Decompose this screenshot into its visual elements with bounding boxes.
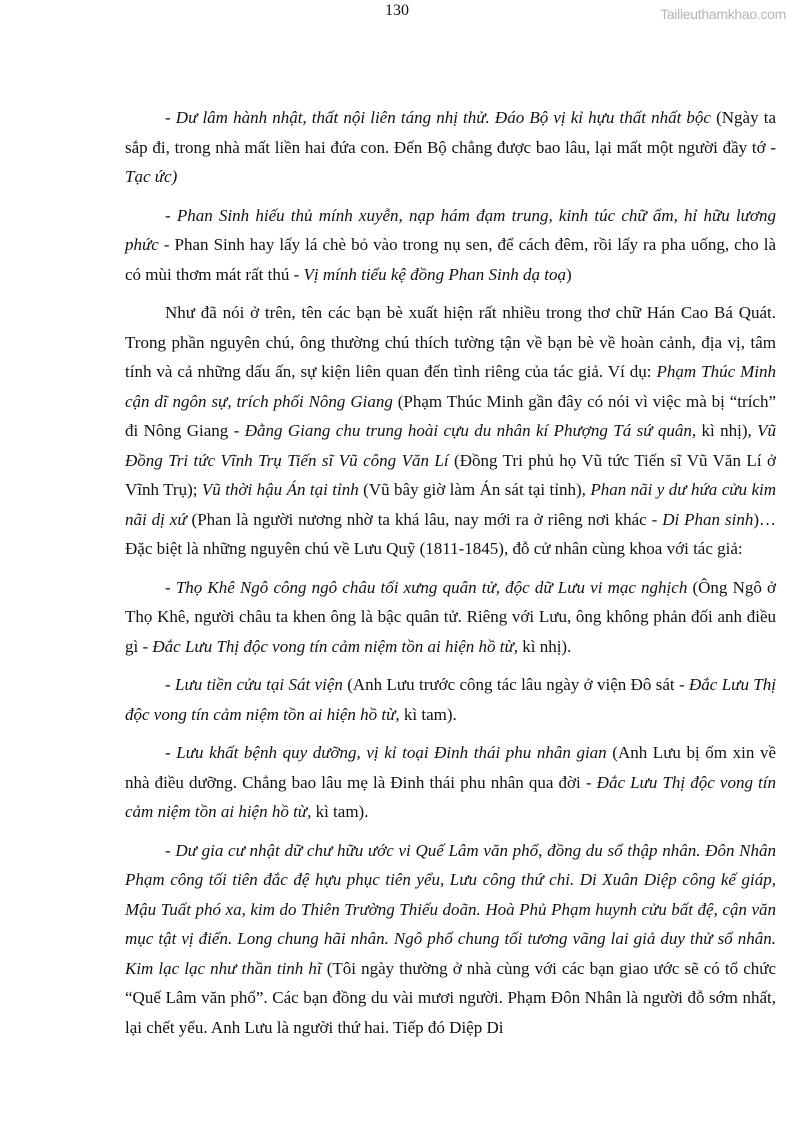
italic-quote-text: - Dư gia cư nhật dữ chư hữu ước vi Quế Lâm văn phổ, đồng du sổ thập nhân. Đôn Nhân Phạm công tối tiên đắc đệ hựu phục tiên yểu, Lưu công thứ chi. Di Xuân Diệp công kế giáp, Mậu Tuất phó xa, kim do Thiên Trường Thiếu doãn. Hoà Phủ Phạm huynh cửu bất đệ, cận văn mục tật vị điển. Long chung hãi nhân. Ngô phổ chung tối tương vãng lai giả duy thử sổ nhân. Kim lạc lạc như thần tinh hĩ (125, 840, 776, 978)
body-text: (Phan là người nương nhờ ta khá lâu, nay mới ra ở riêng nơi khác - (186, 509, 663, 529)
italic-quote-text: - Lưu khất bệnh quy dưỡng, vị kỉ toại Đinh thái phu nhân gian (165, 743, 607, 762)
italic-quote-text: Phạm Thúc Minh cận dĩ ngôn sự, trích phối Nông Giang (125, 362, 776, 411)
paragraph-1 (125, 103, 776, 192)
italic-quote-text: - Thọ Khê Ngô công ngô châu tối xưng quân tử, độc dữ Lưu vi mạc nghịch (165, 577, 688, 597)
italic-quote-text: - Lưu tiền cửu tại Sát viện (165, 675, 343, 694)
body-text: kì nhị), (696, 421, 758, 440)
italic-quote-text: - Phan Sinh hiếu thủ mính xuyễn, nạp hám đạm trung, kinh túc chữ ẩm, hỉ hữu lương phức (125, 205, 776, 254)
paragraph-4 (125, 573, 776, 662)
body-text: (Anh Lưu trước công tác lâu ngày ở viện Đô sát - (342, 675, 690, 694)
page-number: 130 (385, 2, 409, 19)
body-text: )… Đặc biệt là những nguyên chú về Lưu Quỹ (1811-1845), đỗ cử nhân cùng khoa với tác giả: (125, 509, 776, 558)
paragraph-5 (125, 670, 776, 729)
body-text: Như đã nói ở trên, tên các bạn bè xuất hiện rất nhiều trong thơ chữ Hán Cao Bá Quát. Trong phần nguyên chú, ông thường chú thích tường tận về bạn bè về hoàn cảnh, địa vị, tâm tính và cả những dấu ấn, sự kiện liên quan đến tình riêng của tác giả. Ví dụ: (125, 303, 776, 381)
italic-quote-text: Đằng Giang chu trung hoài cựu du nhân kí Phượng Tá sứ quân, (244, 421, 697, 440)
body-text: kì tam). (311, 802, 369, 821)
body-text: ) (566, 264, 572, 284)
body-text: - Phan Sinh hay lấy lá chè bỏ vào trong nụ sen, để cách đêm, rồi lấy ra pha uống, cho là có mùi thơm mát rất thú - (125, 235, 776, 284)
paragraph-6 (125, 738, 776, 827)
italic-quote-text: Phan nãi y dư hứa cửu kim nãi dị xứ (125, 480, 776, 529)
paragraph-7 (125, 836, 776, 1043)
italic-quote-text: Di Phan sinh (662, 509, 754, 529)
italic-quote-text: Vũ thời hậu Án tại tỉnh (201, 480, 359, 499)
body-text: (Ngày ta sắp đi, trong nhà mất liền hai đứa con. Đến Bộ chẳng được bao lâu, lại mất một người đầy tớ - (125, 108, 776, 157)
paragraph-2 (125, 201, 776, 290)
italic-quote-text: Đắc Lưu Thị độc vong tín cảm niệm tồn ai hiện hồ từ, (152, 636, 518, 656)
body-text: (Phạm Thúc Minh gần đây có nói vì việc mà bị “trích” đi Nông Giang - (125, 391, 777, 440)
body-text: (Anh Lưu bị ốm xin về nhà điều dưỡng. Chẳng bao lâu mẹ là Đinh thái phu nhân qua đời - (125, 743, 776, 792)
italic-quote-text: Tạc ức) (125, 167, 178, 186)
italic-quote-text: Đắc Lưu Thị độc vong tín cảm niệm tồn ai hiện hồ từ, (125, 675, 776, 724)
document-body (125, 0, 776, 1071)
watermark: Tailieuthamkhao.com (660, 6, 786, 22)
body-text: (Tôi ngày thường ở nhà cùng với các bạn giao ước sẽ có tổ chức “Quế Lâm văn phổ”. Các bạn đồng du vài mươi người. Phạm Đôn Nhân là người đỗ sớm nhất, lại chết yểu. Anh Lưu là người thứ hai. Tiếp đó Diệp Di (125, 958, 776, 1037)
italic-quote-text: - Dư lâm hành nhật, thất nội liên táng nhị thử. Đáo Bộ vị kỉ hựu thất nhất bộc (165, 108, 711, 127)
italic-quote-text: Vị mính tiểu kệ đồng Phan Sinh dạ toạ (303, 264, 567, 284)
paragraph-3 (125, 298, 776, 564)
body-text: (Đồng Tri phủ họ Vũ tức Tiến sĩ Vũ Văn Lí ở Vĩnh Trụ); (125, 450, 776, 499)
italic-quote-text: Đắc Lưu Thị độc vong tín cảm niệm tồn ai hiện hồ từ, (125, 772, 777, 821)
body-text: (Vũ bây giờ làm Án sát tại tỉnh), (358, 480, 591, 499)
body-text: kì tam). (399, 704, 457, 724)
italic-quote-text: Vũ Đồng Tri tức Vĩnh Trụ Tiến sĩ Vũ công Văn Lí (125, 421, 776, 470)
body-text: kì nhị). (517, 636, 572, 656)
body-text: (Ông Ngô ở Thọ Khê, người châu ta khen ông là bậc quân tử. Riêng với Lưu, ông không phản đối anh điều gì - (125, 577, 776, 656)
